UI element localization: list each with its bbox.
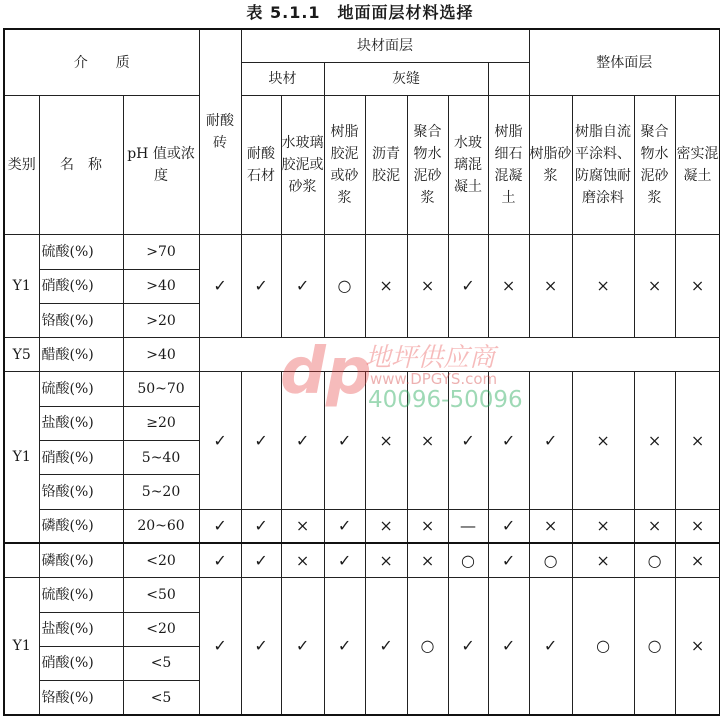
mark-cell: × bbox=[407, 372, 448, 509]
mark-cell: ✓ bbox=[281, 578, 324, 715]
mark-cell: × bbox=[365, 372, 407, 509]
mark-cell: ○ bbox=[634, 578, 675, 715]
blank-category-cell bbox=[4, 543, 39, 577]
mark-cell: ○ bbox=[448, 543, 488, 577]
mark-cell: ✓ bbox=[241, 543, 281, 577]
header-col-6: 聚合物水泥砂浆 bbox=[407, 96, 448, 235]
medium-value: >40 bbox=[123, 269, 199, 303]
header-col-5: 沥青胶泥 bbox=[365, 96, 407, 235]
medium-name: 铬酸(%) bbox=[39, 475, 123, 509]
medium-value: <20 bbox=[123, 543, 199, 577]
header-col-10: 树脂自流平涂料、防腐蚀耐磨涂料 bbox=[572, 96, 634, 235]
header-medium: 介 质 bbox=[4, 29, 199, 96]
header-col-3: 水玻璃胶泥或砂浆 bbox=[281, 96, 324, 235]
header-col-1: 耐酸砖 bbox=[199, 29, 241, 235]
medium-name: 磷酸(%) bbox=[39, 543, 123, 577]
medium-name: 铬酸(%) bbox=[39, 303, 123, 337]
medium-name: 醋酸(%) bbox=[39, 338, 123, 372]
medium-value: 50~70 bbox=[123, 372, 199, 406]
medium-value: 20~60 bbox=[123, 509, 199, 543]
materials-table bbox=[3, 28, 720, 716]
header-col-4: 树脂胶泥或砂浆 bbox=[324, 96, 365, 235]
medium-value: ≥20 bbox=[123, 406, 199, 440]
mark-cell: × bbox=[407, 543, 448, 577]
mark-cell: × bbox=[572, 235, 634, 338]
medium-value: 5~20 bbox=[123, 475, 199, 509]
watermark-tel: 40096-50096 bbox=[368, 387, 523, 413]
header-col-2: 耐酸石材 bbox=[241, 96, 281, 235]
mark-cell: × bbox=[365, 235, 407, 338]
mark-cell: × bbox=[675, 372, 720, 509]
header-col-7: 水玻璃混凝土 bbox=[448, 96, 488, 235]
header-col-9: 树脂砂浆 bbox=[529, 96, 572, 235]
mark-cell: ○ bbox=[634, 543, 675, 577]
mark-cell: × bbox=[365, 509, 407, 543]
mark-cell: ○ bbox=[572, 578, 634, 715]
category-cell: Y1 bbox=[4, 372, 39, 543]
medium-name: 盐酸(%) bbox=[39, 406, 123, 440]
header-monolithic-layer: 整体面层 bbox=[529, 29, 720, 96]
mark-cell: × bbox=[634, 235, 675, 338]
mark-cell: ✓ bbox=[199, 578, 241, 715]
mark-cell: ✓ bbox=[241, 372, 281, 509]
mark-cell: × bbox=[675, 509, 720, 543]
header-col-8: 树脂细石混凝土 bbox=[488, 96, 529, 235]
mark-cell: ✓ bbox=[241, 509, 281, 543]
mark-cell: × bbox=[634, 372, 675, 509]
category-cell: Y1 bbox=[4, 578, 39, 715]
header-category: 类别 bbox=[4, 96, 39, 235]
category-cell: Y1 bbox=[4, 235, 39, 338]
mark-cell: ○ bbox=[529, 543, 572, 577]
mark-cell: ✓ bbox=[529, 578, 572, 715]
watermark-logo: dp bbox=[280, 335, 372, 409]
mark-cell: ✓ bbox=[199, 543, 241, 577]
mark-cell: ✓ bbox=[241, 578, 281, 715]
mark-cell: ✓ bbox=[448, 578, 488, 715]
watermark-url: www.DPGYS.com bbox=[370, 370, 498, 388]
mark-cell: × bbox=[281, 509, 324, 543]
watermark-name: 地坪供应商 bbox=[365, 343, 496, 373]
mark-cell: ✓ bbox=[488, 543, 529, 577]
mark-cell: ✓ bbox=[448, 235, 488, 338]
mark-cell: × bbox=[634, 509, 675, 543]
mark-cell: ✓ bbox=[324, 372, 365, 509]
mark-cell: ✓ bbox=[281, 235, 324, 338]
mark-cell: ✓ bbox=[241, 235, 281, 338]
mark-cell: × bbox=[529, 509, 572, 543]
medium-name: 硝酸(%) bbox=[39, 269, 123, 303]
header-name: 名 称 bbox=[39, 96, 123, 235]
mark-cell: ✓ bbox=[488, 578, 529, 715]
mark-cell: × bbox=[365, 543, 407, 577]
medium-name: 盐酸(%) bbox=[39, 612, 123, 646]
mark-cell: ○ bbox=[407, 578, 448, 715]
mark-cell: × bbox=[675, 578, 720, 715]
medium-value: <20 bbox=[123, 612, 199, 646]
header-col-11: 聚合物水泥砂浆 bbox=[634, 96, 675, 235]
header-block-layer: 块材面层 bbox=[241, 29, 529, 62]
mark-cell: ✓ bbox=[488, 509, 529, 543]
mark-cell: ✓ bbox=[199, 509, 241, 543]
medium-value: >40 bbox=[123, 338, 199, 372]
mark-cell: × bbox=[572, 509, 634, 543]
header-block-material: 块材 bbox=[241, 62, 324, 95]
category-cell: Y5 bbox=[4, 338, 39, 372]
mark-cell: ✓ bbox=[324, 578, 365, 715]
medium-value: >20 bbox=[123, 303, 199, 337]
mark-cell: × bbox=[407, 235, 448, 338]
medium-name: 磷酸(%) bbox=[39, 509, 123, 543]
table-title: 表 5.1.1 地面面层材料选择 bbox=[246, 3, 474, 22]
mark-cell: — bbox=[448, 509, 488, 543]
medium-value: >70 bbox=[123, 235, 199, 269]
mark-cell: ○ bbox=[324, 235, 365, 338]
mark-cell: ✓ bbox=[199, 372, 241, 509]
mark-cell: ✓ bbox=[448, 372, 488, 509]
mark-cell: × bbox=[407, 509, 448, 543]
mark-cell: ✓ bbox=[199, 235, 241, 338]
medium-name: 硝酸(%) bbox=[39, 646, 123, 680]
medium-value: <50 bbox=[123, 578, 199, 612]
medium-name: 硫酸(%) bbox=[39, 372, 123, 406]
mark-cell: × bbox=[488, 235, 529, 338]
medium-value: <5 bbox=[123, 681, 199, 715]
mark-cell: ✓ bbox=[281, 372, 324, 509]
mark-cell: × bbox=[572, 543, 634, 577]
mark-cell: × bbox=[572, 372, 634, 509]
mark-cell: × bbox=[529, 235, 572, 338]
mark-cell: × bbox=[675, 235, 720, 338]
medium-value: 5~40 bbox=[123, 441, 199, 475]
medium-name: 硫酸(%) bbox=[39, 578, 123, 612]
mark-cell: × bbox=[675, 543, 720, 577]
medium-value: <5 bbox=[123, 646, 199, 680]
medium-name: 硫酸(%) bbox=[39, 235, 123, 269]
mark-cell: ✓ bbox=[324, 509, 365, 543]
header-ph: pH 值或浓度 bbox=[123, 96, 199, 235]
blank-cell bbox=[199, 338, 720, 372]
medium-name: 硝酸(%) bbox=[39, 441, 123, 475]
mark-cell: ✓ bbox=[529, 372, 572, 509]
header-col-12: 密实混凝土 bbox=[675, 96, 720, 235]
medium-name: 铬酸(%) bbox=[39, 681, 123, 715]
mark-cell: ✓ bbox=[324, 543, 365, 577]
mark-cell: × bbox=[281, 543, 324, 577]
mark-cell: ✓ bbox=[365, 578, 407, 715]
mark-cell: ✓ bbox=[488, 372, 529, 509]
header-joint: 灰缝 bbox=[324, 62, 488, 95]
